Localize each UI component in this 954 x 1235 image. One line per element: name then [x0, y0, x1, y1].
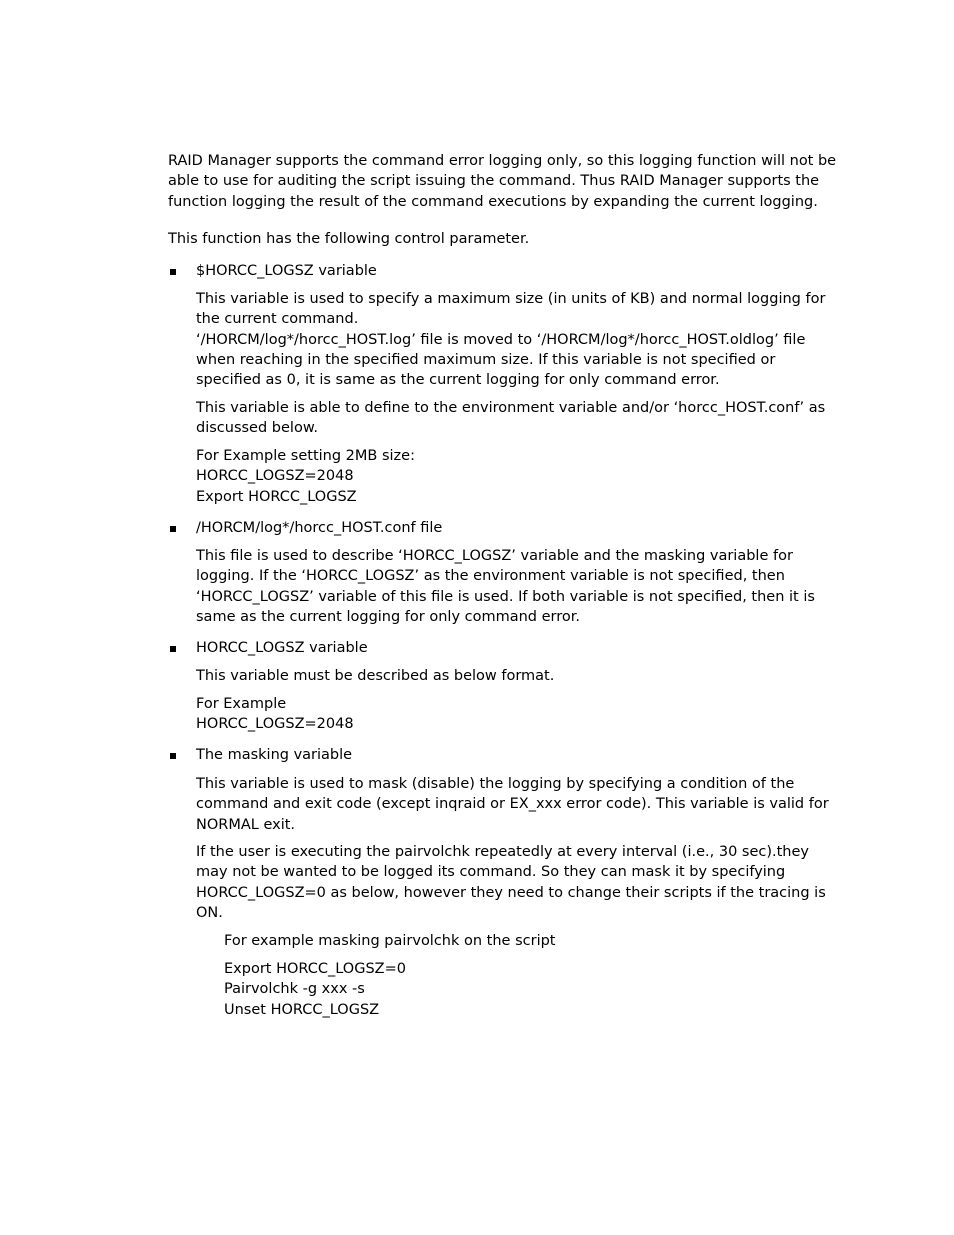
- text-line: specified as 0, it is same as the current logging for only command error.: [196, 372, 720, 389]
- horcc-logsz-var-description: This variable must be described as below format.: [196, 668, 555, 684]
- text-line: ON.: [196, 904, 223, 921]
- text-line: ‘/HORCM/log*/horcc_HOST.log’ file is moved to ‘/HORCM/log*/horcc_HOST.oldlog’ file: [196, 331, 806, 348]
- intro-paragraph: [168, 151, 836, 212]
- example-line: For Example setting 2MB size:: [196, 448, 415, 464]
- section-heading-conf-file: /HORCM/log*/horcc_HOST.conf file: [196, 520, 443, 536]
- bullet-icon: [170, 646, 176, 652]
- bullet-icon: [170, 753, 176, 759]
- horcc-logsz-env-description: [196, 289, 825, 390]
- conf-file-description: [196, 546, 815, 627]
- example-line: For Example: [196, 696, 287, 712]
- masking-example-title: For example masking pairvolchk on the script: [224, 933, 556, 949]
- section-heading-masking: The masking variable: [196, 747, 353, 763]
- text-line: same as the current logging for only command error.: [196, 608, 580, 625]
- text-line: ‘HORCC_LOGSZ’ variable of this file is used. If both variable is not specified, then it is: [196, 588, 815, 605]
- section-heading-horcc-logsz-var: HORCC_LOGSZ variable: [196, 640, 368, 656]
- example-line: Pairvolchk -g xxx -s: [224, 981, 365, 998]
- masking-example-code: [224, 959, 406, 1020]
- text-line: This variable is able to define to the environment variable and/or ‘horcc_HOST.conf’ as: [196, 400, 826, 416]
- example-line: Unset HORCC_LOGSZ: [224, 1001, 380, 1018]
- text-line: HORCC_LOGSZ=0 as below, however they need to change their scripts if the tracing is: [196, 884, 826, 901]
- text-line: when reaching in the specified maximum size. If this variable is not specified or: [196, 351, 776, 368]
- intro-line: RAID Manager supports the command error logging only, so this logging function will not be: [168, 153, 837, 169]
- horcc-logsz-env-define: [196, 398, 825, 439]
- example-line: Export HORCC_LOGSZ: [196, 488, 357, 505]
- text-line: discussed below.: [196, 420, 318, 437]
- intro-line: function logging the result of the command executions by expanding the current logging.: [168, 193, 818, 210]
- horcc-logsz-var-example: [196, 694, 354, 735]
- text-line: the current command.: [196, 311, 359, 328]
- control-parameter-text: This function has the following control parameter.: [168, 231, 530, 247]
- text-line: logging. If the ‘HORCC_LOGSZ’ as the environment variable is not specified, then: [196, 568, 785, 585]
- text-line: NORMAL exit.: [196, 816, 296, 833]
- bullet-icon: [170, 526, 176, 532]
- example-line: HORCC_LOGSZ=2048: [196, 468, 354, 485]
- example-line: Export HORCC_LOGSZ=0: [224, 961, 406, 977]
- masking-description: [196, 774, 829, 835]
- intro-line: able to use for auditing the script issuing the command. Thus RAID Manager supports the: [168, 173, 820, 190]
- horcc-logsz-env-example: [196, 446, 415, 507]
- section-heading-horcc-logsz-env: $HORCC_LOGSZ variable: [196, 263, 377, 279]
- example-line: HORCC_LOGSZ=2048: [196, 716, 354, 733]
- bullet-icon: [170, 269, 176, 275]
- text-line: This file is used to describe ‘HORCC_LOGSZ’ variable and the masking variable for: [196, 548, 793, 564]
- text-line: This variable is used to specify a maximum size (in units of KB) and normal logging for: [196, 291, 826, 307]
- text-line: This variable is used to mask (disable) the logging by specifying a condition of the: [196, 776, 795, 792]
- text-line: command and exit code (except inqraid or EX_xxx error code). This variable is valid for: [196, 796, 829, 813]
- text-line: If the user is executing the pairvolchk repeatedly at every interval (i.e., 30 sec).they: [196, 844, 810, 860]
- masking-usage: [196, 842, 826, 923]
- text-line: may not be wanted to be logged its command. So they can mask it by specifying: [196, 864, 786, 881]
